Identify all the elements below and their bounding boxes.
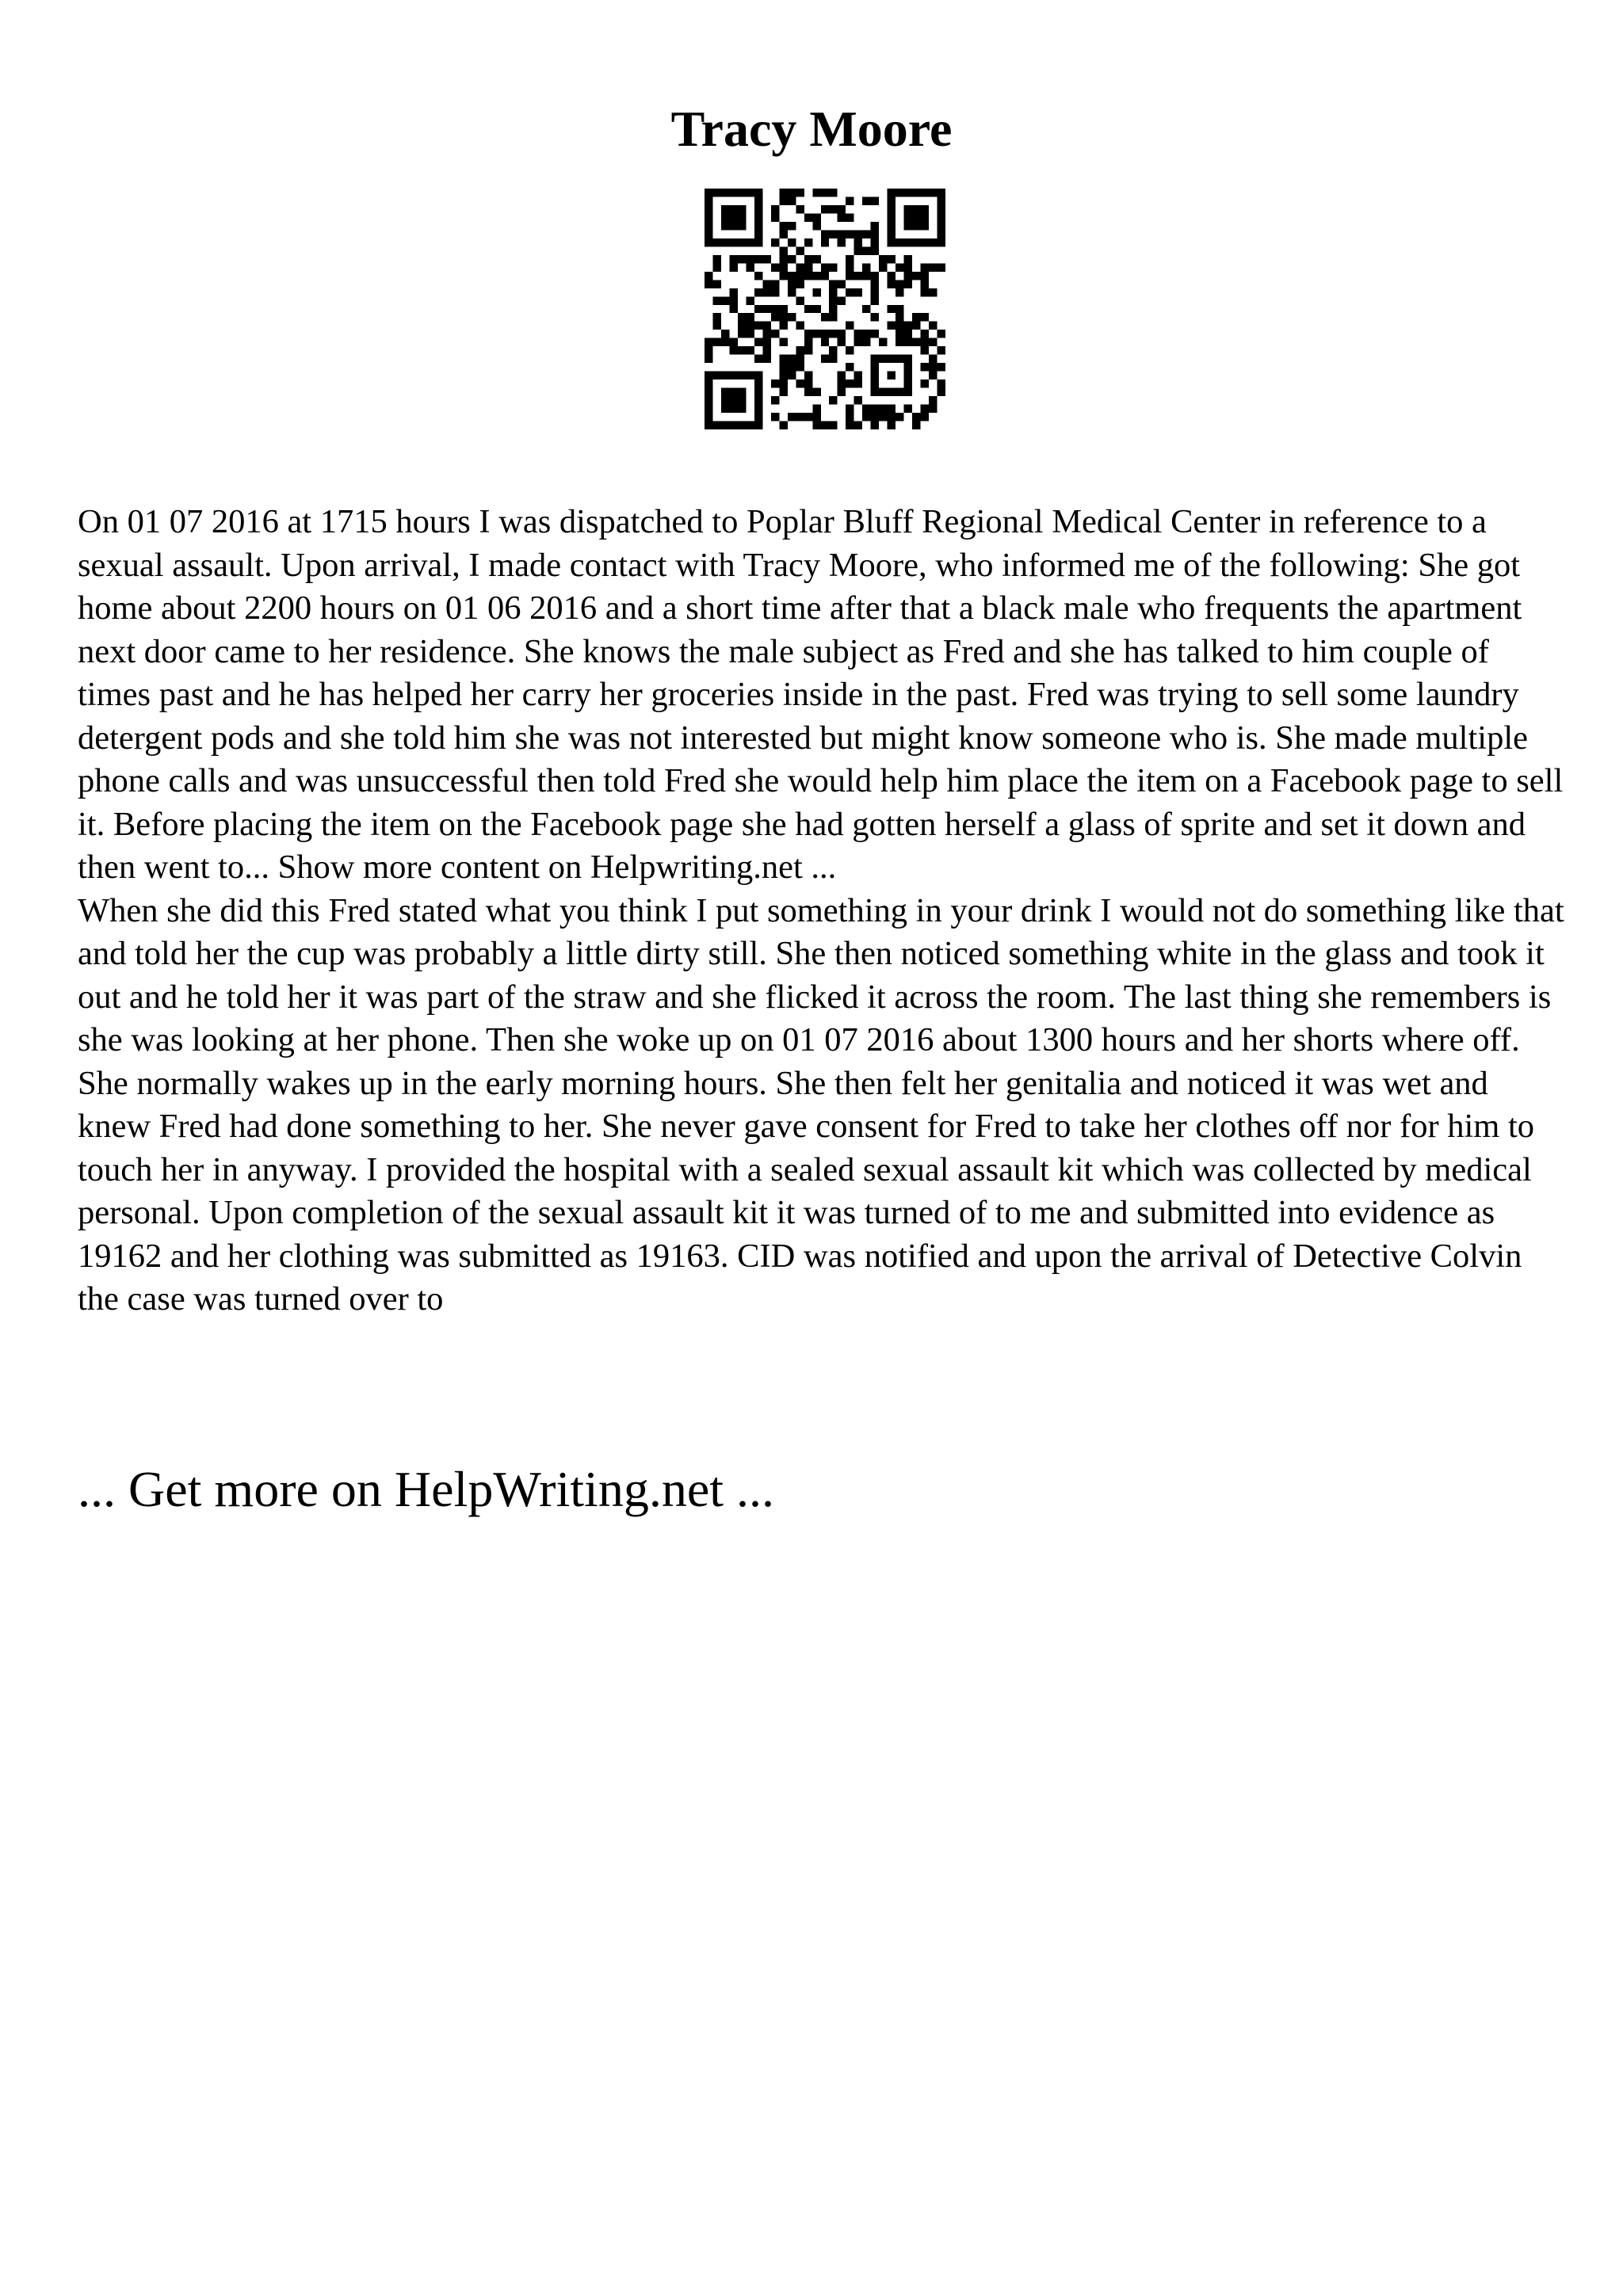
document-title: Tracy Moore (670, 101, 953, 157)
report-paragraph-2: When she did this Fred stated what you think I put something in your drink I would not do something like that and told her the cup was probably a little dirty still. She then noticed something white in the glass and took it out and he told her it was part of the straw and she flicked it across the room. The last thing she remembers is she was looking at her phone. Then she woke up on 01 07 2016 about 1300 hours and her shorts where off. She normally wakes up in the early morning hours. She then felt her genitalia and noticed it was wet and knew Fred had done something to her. She never gave consent for Fred to take her clothes off nor for him to touch her in anyway. I provided the hospital with a sealed sexual assault kit which was collected by medical personal. Upon completion of the sexual assault kit it was turned of to me and submitted into evidence as 19162 and her clothing was submitted as 19163. CID was notified and upon the arrival of Detective Colvin the case was turned over to (78, 891, 1564, 1318)
qr-code-icon (705, 189, 945, 429)
get-more-link[interactable]: ... Get more on HelpWriting.net ... (78, 1461, 774, 1517)
report-body (78, 501, 1568, 1322)
report-paragraph-1: On 01 07 2016 at 1715 hours I was dispatched to Poplar Bluff Regional Medical Center in reference to a sexual assault. Upon arrival, I made contact with Tracy Moore, who informed me of the following: She got home about 2200 hours on 01 06 2016 and a short time after that a black male who frequents the apartment next door came to her residence. She knows the male subject as Fred and she has talked to him couple of times past and he has helped her carry her groceries inside in the past. Fred was trying to sell some laundry detergent pods and she told him she was not interested but might know someone who is. She made multiple phone calls and was unsuccessful then told Fred she would help him place the item on a Facebook page to sell it. Before placing the item on the Facebook page she had gotten herself a glass of sprite and set it down and then went to... Show more content on Helpwriting.net ... (78, 503, 1564, 886)
